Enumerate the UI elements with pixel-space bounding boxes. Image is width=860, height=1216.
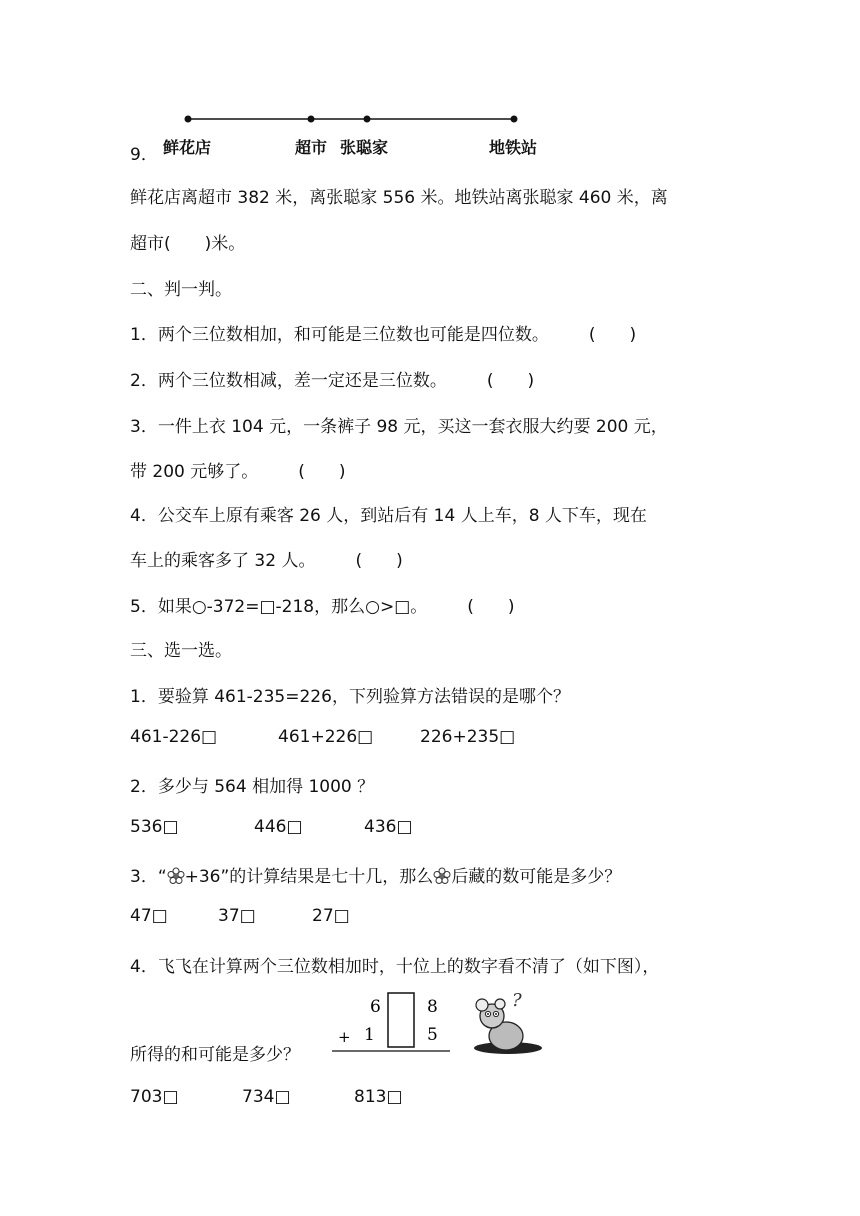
judge-item-cont: [130, 546, 403, 571]
flower-icon: [433, 867, 451, 885]
q3-text-c: 后藏的数可能是多少？: [451, 867, 622, 887]
judge-text: 2．两个三位数相减，差一定还是三位数。: [130, 371, 447, 391]
option[interactable]: 446□: [254, 817, 303, 837]
vertical-addition: [330, 990, 454, 1054]
point-supermarket: [308, 116, 315, 123]
section-heading: 二、判一判。: [130, 280, 232, 300]
option[interactable]: 37□: [218, 906, 256, 926]
judge-item: 3．一件上衣 104 元，一条裤子 98 元，买这一套衣服大约要 200 元，: [130, 417, 668, 437]
q9-text: 鲜花店离超市 382 米，离张聪家 556 米。地铁站离张聪家 460 米，离: [130, 188, 668, 208]
option[interactable]: 226+235□: [420, 727, 516, 747]
digit: 5: [427, 1025, 438, 1045]
judge-item: [130, 320, 636, 345]
judge-text: 车上的乘客多了 32 人。: [130, 551, 316, 571]
ear: [476, 999, 488, 1011]
route-map: [180, 112, 520, 126]
judge-item: [130, 592, 515, 617]
section-heading: 三、选一选。: [130, 641, 232, 661]
choice-question-cont: 所得的和可能是多少？: [130, 1045, 300, 1065]
option[interactable]: 461-226□: [130, 727, 218, 747]
flower-icon: [167, 867, 185, 885]
option[interactable]: 813□: [354, 1087, 403, 1107]
plus-sign: +: [338, 1028, 351, 1046]
judge-text: 1．两个三位数相加，和可能是三位数也可能是四位数。: [130, 325, 549, 345]
answer-paren: ( ): [355, 551, 403, 571]
point-flower-shop: [185, 116, 192, 123]
question-mark: ?: [512, 990, 522, 1011]
option[interactable]: 436□: [364, 817, 413, 837]
point-zhangcong-home: [364, 116, 371, 123]
digit: 1: [364, 1025, 375, 1045]
label-flower-shop: 鲜花店: [163, 138, 212, 157]
q3-text-b: +36”的计算结果是七十几，那么: [184, 867, 434, 887]
choice-question: 2．多少与 564 相加得 1000 ？: [130, 777, 375, 797]
choice-options: [130, 906, 350, 926]
option[interactable]: 47□: [130, 906, 168, 926]
choice-question: [130, 862, 621, 887]
judge-item: [130, 366, 534, 391]
judge-item: 4．公交车上原有乘客 26 人，到站后有 14 人上车，8 人下车，现在: [130, 506, 647, 526]
mouse-illustration: [462, 990, 548, 1056]
judge-text: 带 200 元够了。: [130, 462, 259, 482]
answer-paren: ( ): [486, 371, 535, 391]
digit: 8: [427, 997, 438, 1017]
option[interactable]: 703□: [130, 1087, 179, 1107]
q9-text-cont: 超市( )米。: [130, 234, 246, 254]
label-zhangcong-home: 张聪家: [340, 138, 389, 157]
judge-item-cont: [130, 457, 346, 482]
answer-paren: ( ): [467, 597, 515, 617]
choice-options: [130, 727, 516, 747]
answer-paren: ( ): [588, 325, 637, 345]
point-subway-station: [511, 116, 518, 123]
q3-text-a: 3．“: [130, 867, 167, 887]
answer-paren: ( ): [298, 462, 346, 482]
hidden-digit-box: [388, 993, 414, 1047]
choice-question: 1．要验算 461-235=226，下列验算方法错误的是哪个？: [130, 687, 570, 707]
ear: [495, 999, 505, 1009]
choice-question: 4．飞飞在计算两个三位数相加时，十位上的数字看不清了（如下图），: [130, 957, 660, 977]
option[interactable]: 27□: [312, 906, 350, 926]
choice-options: [130, 817, 413, 837]
digit: 6: [370, 997, 381, 1017]
option[interactable]: 461+226□: [278, 727, 374, 747]
option[interactable]: 536□: [130, 817, 179, 837]
question-number: 9．: [130, 145, 158, 165]
label-subway-station: 地铁站: [489, 138, 538, 157]
judge-text: 5．如果○-372=□-218，那么○>□。: [130, 597, 428, 617]
label-supermarket: 超市: [295, 138, 328, 157]
option[interactable]: 734□: [242, 1087, 291, 1107]
choice-options: [130, 1087, 403, 1107]
